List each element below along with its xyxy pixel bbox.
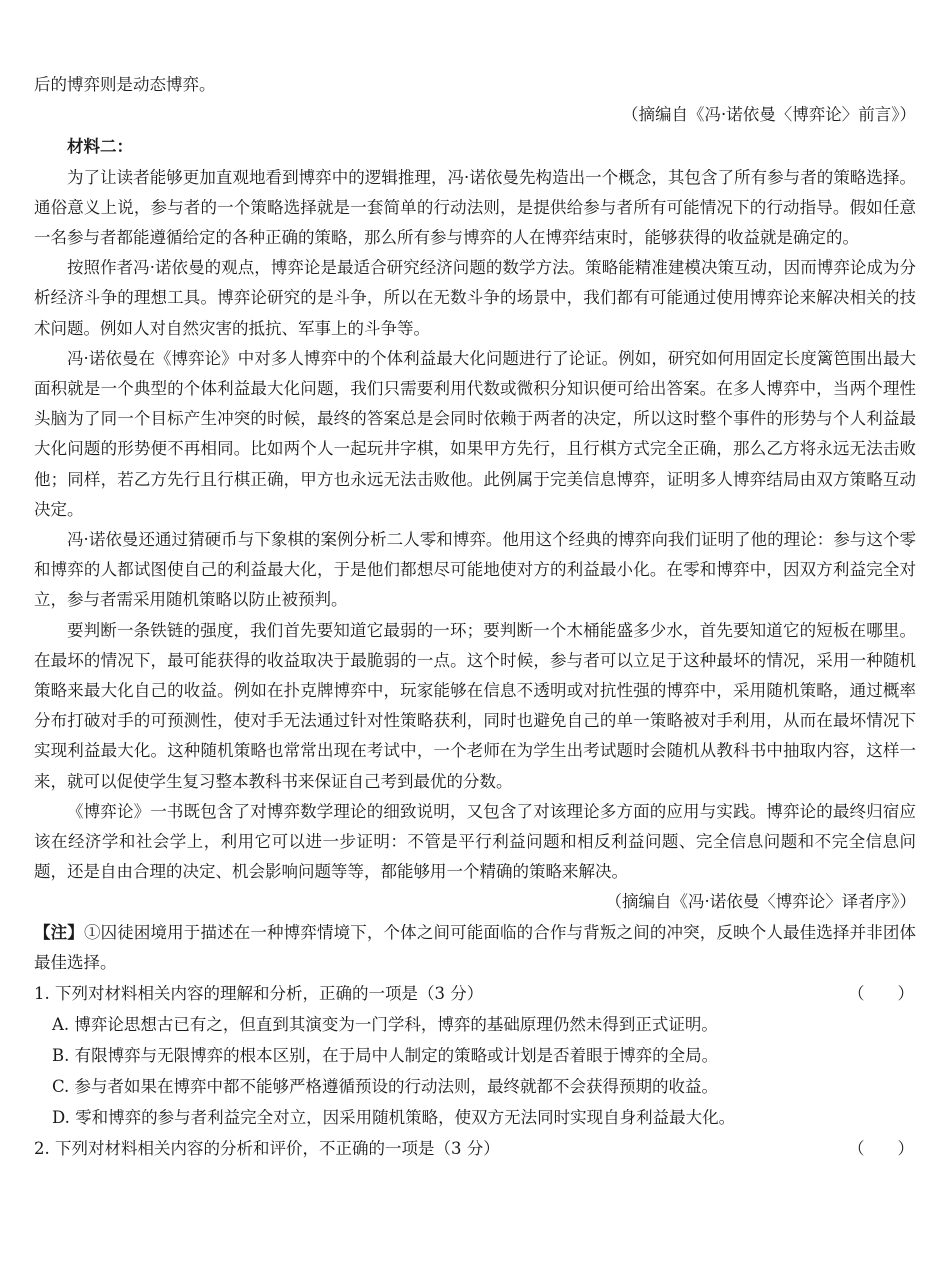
material-two-paragraph: 为了让读者能够更加直观地看到博弈中的逻辑推理，冯·诺依曼先构造出一个概念，其包含了所有参与者的策略选择。通俗意义上说，参与者的一个策略选择就是一套简单的行动法则，是提供给参与者所有可能情况下的行动指导。假如任意一名参与者都能遵循给定的各种正确的策略，那么所有参与博弈的人在博弈结束时，能够获得的收益就是确定的。 — [34, 167, 916, 248]
answer-option-d: D. 零和博弈的参与者利益完全对立，因采用随机策略，使双方无法同时实现自身利益最大化。 — [52, 1108, 736, 1128]
material-two-heading: 材料二： — [67, 137, 133, 157]
answer-blank: （ ） — [848, 1139, 914, 1159]
material-two-paragraph: 冯·诺依曼还通过猜硬币与下象棋的案例分析二人零和博弈。他用这个经典的博弈向我们证明了他的理论：参与这个零和博弈的人都试图使自己的利益最大化，于是他们都想尽可能地使对方的利益最小化。在零和博弈中，因双方利益完全对立，参与者需采用随机策略以防止被预判。 — [34, 530, 916, 610]
material-two-paragraph: 要判断一条铁链的强度，我们首先要知道它最弱的一环；要判断一个木桶能盛多少水，首先要知道它的短板在哪里。在最坏的情况下，最可能获得的收益取决于最脆弱的一点。这个时候，参与者可以立足于这种最坏的情况，采用一种随机策略来最大化自己的收益。例如在扑克牌博弈中，玩家能够在信息不透明或对抗性强的博弈中，采用随机策略，通过概率分布打破对手的可预测性，使对手无法通过针对性策略获利，同时也避免自己的单一策略被对手利用，从而在最坏情况下实现利益最大化。这种随机策略也常常出现在考试中，一个老师在为学生出考试题时会随机从教科书中抽取内容，这样一来，就可以促使学生复习整本教科书来保证自己考到最优的分数。 — [34, 620, 916, 791]
material-one-source: （摘编自《冯·诺依曼〈博弈论〉前言》） — [622, 105, 916, 125]
material-two-source: （摘编自《冯·诺依曼〈博弈论〉译者序》） — [605, 892, 916, 912]
footnote — [34, 918, 916, 978]
document-page — [34, 70, 916, 1164]
material-one-tail: 后的博弈则是动态博弈。 — [34, 75, 216, 94]
answer-option-a: A. 博弈论思想古已有之，但直到其演变为一门学科，博弈的基础原理仍然未得到正式证明。 — [52, 1015, 718, 1035]
question-stem-row — [34, 978, 916, 1009]
answer-blank: （ ） — [848, 984, 914, 1004]
footnote-text: ①囚徒困境用于描述在一种博弈情境下，个体之间可能面临的合作与背叛之间的冲突，反映个人最佳选择并非团体最佳选择。 — [34, 922, 917, 972]
question-stem-row — [34, 1133, 916, 1164]
answer-option-c: C. 参与者如果在博弈中都不能够严格遵循预设的行动法则，最终就都不会获得预期的收益。 — [52, 1077, 719, 1097]
material-two-paragraph: 《博弈论》一书既包含了对博弈数学理论的细致说明，又包含了对该理论多方面的应用与实践。博弈论的最终归宿应该在经济学和社会学上，利用它可以进一步证明：不管是平行利益问题和相反利益问题、完全信息问题和不完全信息问题，还是自由合理的决定、机会影响问题等等，都能够用一个精确的策略来解决。 — [34, 801, 916, 882]
question-stem: 2. 下列对材料相关内容的分析和评价，不正确的一项是（3 分） — [34, 1139, 500, 1159]
material-two-paragraph: 冯·诺依曼在《博弈论》中对多人博弈中的个体利益最大化问题进行了论证。例如，研究如何用固定长度篱笆围出最大面积就是一个典型的个体利益最大化问题，我们只需要利用代数或微积分知识便可给出答案。在多人博弈中，当两个理性头脑为了同一个目标产生冲突的时候，最终的答案总是会同时依赖于两者的决定，所以这时整个事件的形势与个人利益最大化问题的形势便不再相同。比如两个人一起玩井字棋，如果甲方先行，且行棋方式完全正确，那么乙方将永远无法击败他；同样，若乙方先行且行棋正确，甲方也永远无法击败他。此例属于完美信息博弈，证明多人博弈结局由双方策略互动决定。 — [34, 348, 916, 519]
material-two-paragraph: 按照作者冯·诺依曼的观点，博弈论是最适合研究经济问题的数学方法。策略能精准建模决策互动，因而博弈论成为分析经济斗争的理想工具。博弈论研究的是斗争，所以在无数斗争的场景中，我们都有可能通过使用博弈论来解决相关的技术问题。例如人对自然灾害的抵抗、军事上的斗争等。 — [34, 258, 916, 338]
footnote-label: 【注】 — [34, 922, 84, 942]
question-stem: 1. 下列对材料相关内容的理解和分析，正确的一项是（3 分） — [34, 984, 484, 1004]
answer-option-b: B. 有限博弈与无限博弈的根本区别，在于局中人制定的策略或计划是否着眼于博弈的全局。 — [52, 1046, 719, 1066]
